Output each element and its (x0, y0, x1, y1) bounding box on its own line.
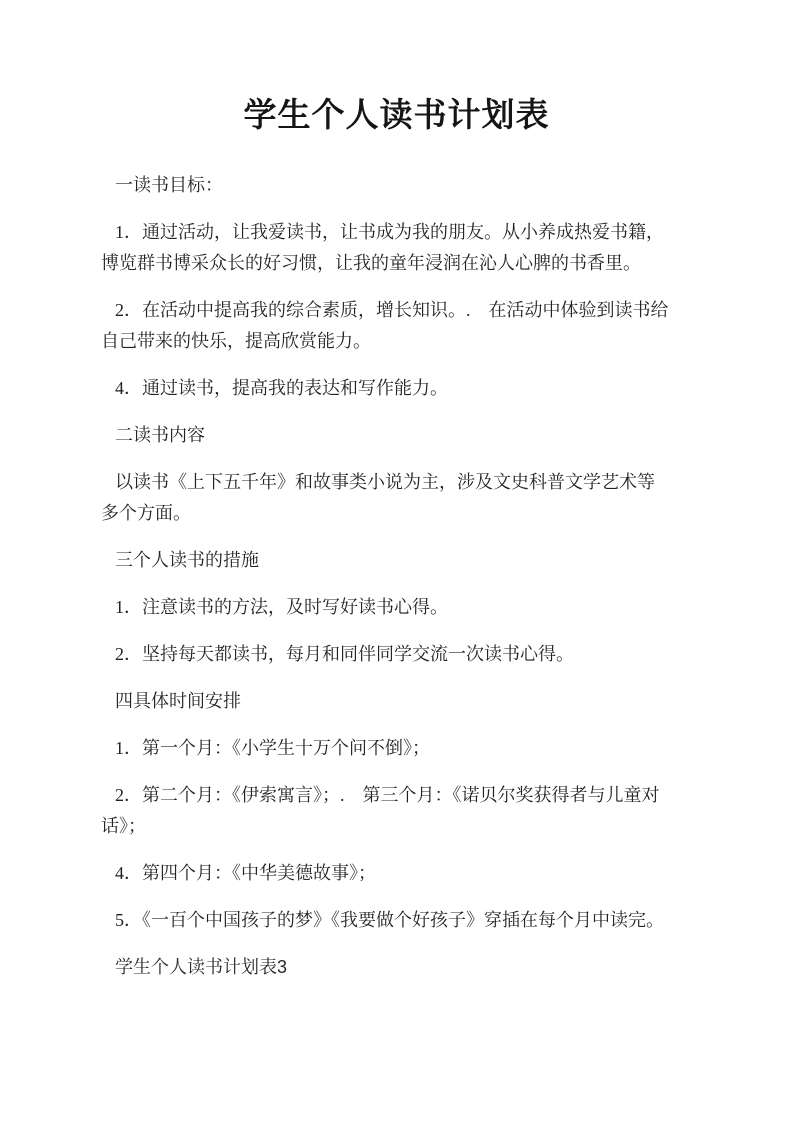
list-item-goal: 4．通过读书，提高我的表达和写作能力。 (115, 378, 448, 398)
list-item-measure: 2．坚持每天都读书，每月和同伴同学交流一次读书心得。 (115, 644, 574, 664)
footer-text: 学生个人读书计划表3 (115, 957, 288, 977)
list-item-schedule: 4．第四个月：《中华美德故事》； (115, 863, 376, 883)
paragraph-content: 以读书《上下五千年》和故事类小说为主，涉及文史科普文学艺术等多个方面。 (101, 472, 655, 523)
list-item-measure: 1．注意读书的方法，及时写好读书心得。 (115, 597, 448, 617)
list-item-goal: 2．在活动中提高我的综合素质，增长知识。. 在活动中体验到读书给自己带来的快乐，提高欣赏能力。 (101, 300, 669, 351)
list-item-schedule: 1．第一个月：《小学生十万个问不倒》； (115, 738, 430, 758)
section-heading-measures: 三个人读书的措施 (115, 550, 259, 570)
list-item-schedule: 2．第二个月：《伊索寓言》；. 第三个月：《诺贝尔奖获得者与儿童对话》； (101, 785, 660, 836)
document-title: 学生个人读书计划表 (243, 98, 550, 134)
section-heading-schedule: 四具体时间安排 (115, 691, 241, 711)
document-body (0, 170, 793, 983)
list-item-schedule: 5．《一百个中国孩子的梦》《我要做个好孩子》穿插在每个月中读完。 (115, 910, 664, 930)
section-heading-goals: 一读书目标： (115, 175, 223, 195)
list-item-goal: 1．通过活动，让我爱读书，让书成为我的朋友。从小养成热爱书籍，博览群书博采众长的好习惯，让我的童年浸润在沁人心脾的书香里。 (101, 222, 664, 273)
section-heading-content: 二读书内容 (115, 425, 205, 445)
